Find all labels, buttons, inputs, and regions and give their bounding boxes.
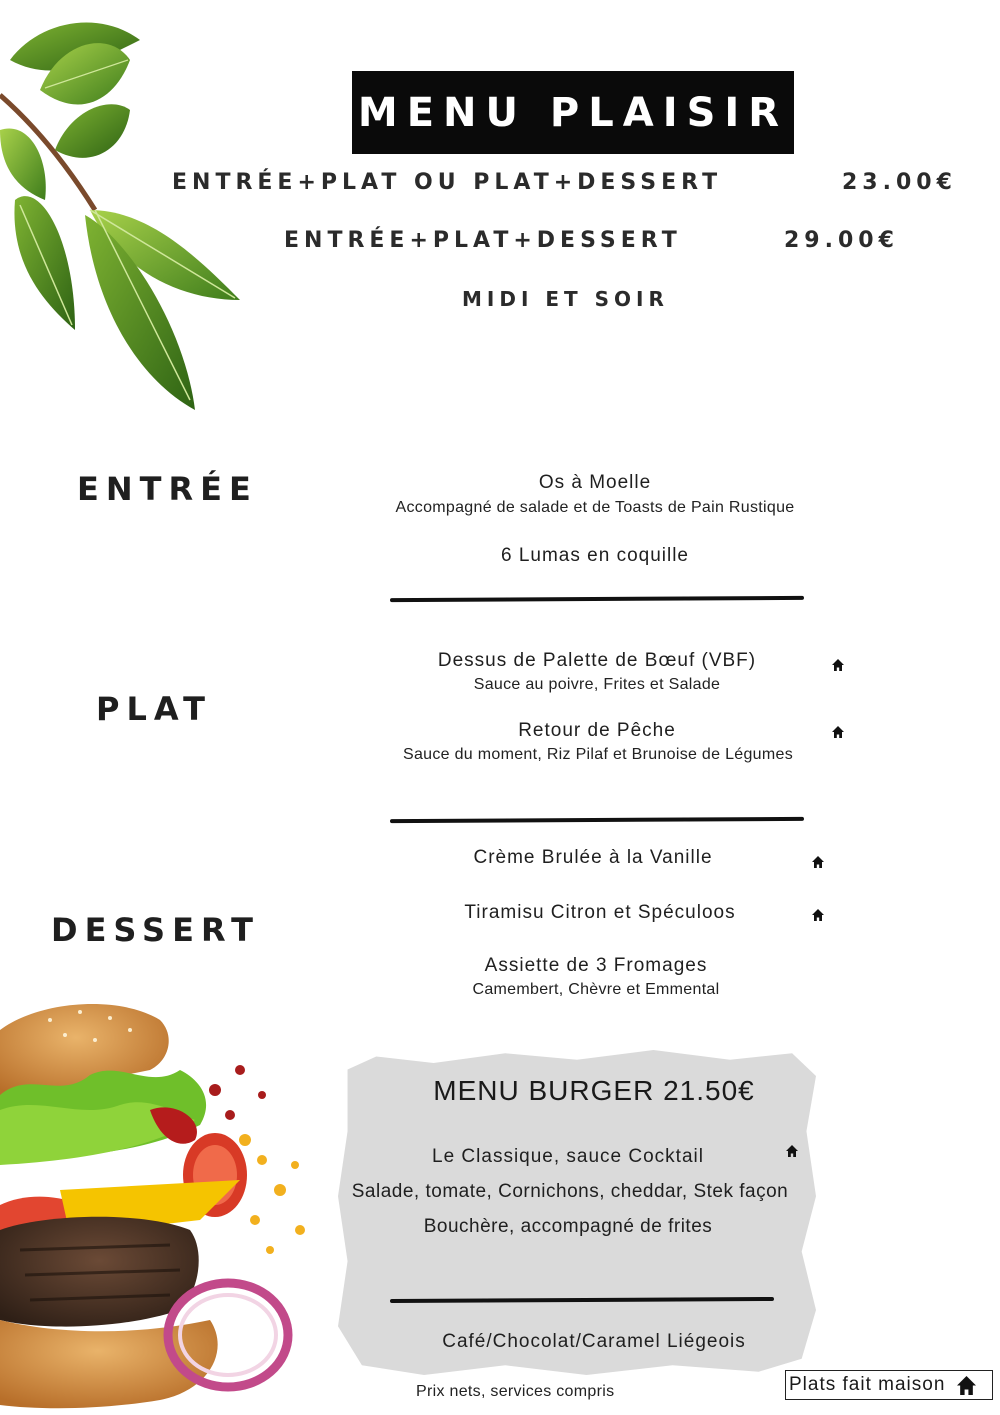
house-icon <box>832 659 844 671</box>
section-heading-plat: PLAT <box>96 690 212 728</box>
house-icon <box>832 726 844 738</box>
drink-option: Café/Chocolat/Caramel Liégeois <box>442 1331 746 1352</box>
house-icon <box>812 909 824 921</box>
dish-description: Sauce du moment, Riz Pilaf et Brunoise de Légumes <box>402 746 793 763</box>
section-divider <box>390 817 804 823</box>
section-divider <box>390 596 804 602</box>
dish-name: Tiramisu Citron et Spéculoos <box>464 902 736 923</box>
burger-menu-title: MENU BURGER 21.50€ <box>433 1075 755 1106</box>
dish-name: Retour de Pêche <box>518 720 676 741</box>
dish-name: Crème Brulée à la Vanille <box>473 847 713 868</box>
dish-name: Dessus de Palette de Bœuf (VBF) <box>437 650 757 671</box>
formula-2-price: 29.00€ <box>784 228 899 253</box>
formula-1-label: ENTRÉE+PLAT OU PLAT+DESSERT <box>172 170 723 195</box>
burger-illustration <box>0 990 330 1415</box>
menu-title: MENU PLAISIR <box>352 71 794 154</box>
house-icon <box>957 1376 976 1395</box>
homemade-legend-label: Plats fait maison <box>789 1374 946 1395</box>
dish-description: Camembert, Chèvre et Emmental <box>472 981 720 998</box>
burger-line: Salade, tomate, Cornichons, cheddar, Stek façon <box>351 1181 789 1202</box>
burger-line: Le Classique, sauce Cocktail <box>432 1146 704 1167</box>
dish-name: Assiette de 3 Fromages <box>484 955 708 976</box>
homemade-legend <box>785 1370 993 1400</box>
burger-line: Bouchère, accompagné de frites <box>423 1216 713 1237</box>
house-icon <box>786 1145 798 1157</box>
formula-2-label: ENTRÉE+PLAT+DESSERT <box>284 228 682 253</box>
house-icon <box>812 856 824 868</box>
service-times: MIDI ET SOIR <box>462 287 669 311</box>
section-heading-entree: ENTRÉE <box>77 470 258 508</box>
price-note: Prix nets, services compris <box>416 1383 615 1400</box>
dish-description: Accompagné de salade et de Toasts de Pain Rustique <box>395 499 795 516</box>
bay-leaf-illustration <box>0 0 250 420</box>
dish-name: Os à Moelle <box>538 472 652 493</box>
formula-1-price: 23.00€ <box>842 170 957 195</box>
dish-name: 6 Lumas en coquille <box>501 545 689 566</box>
dish-description: Sauce au poivre, Frites et Salade <box>473 676 721 693</box>
section-heading-dessert: DESSERT <box>51 911 260 949</box>
